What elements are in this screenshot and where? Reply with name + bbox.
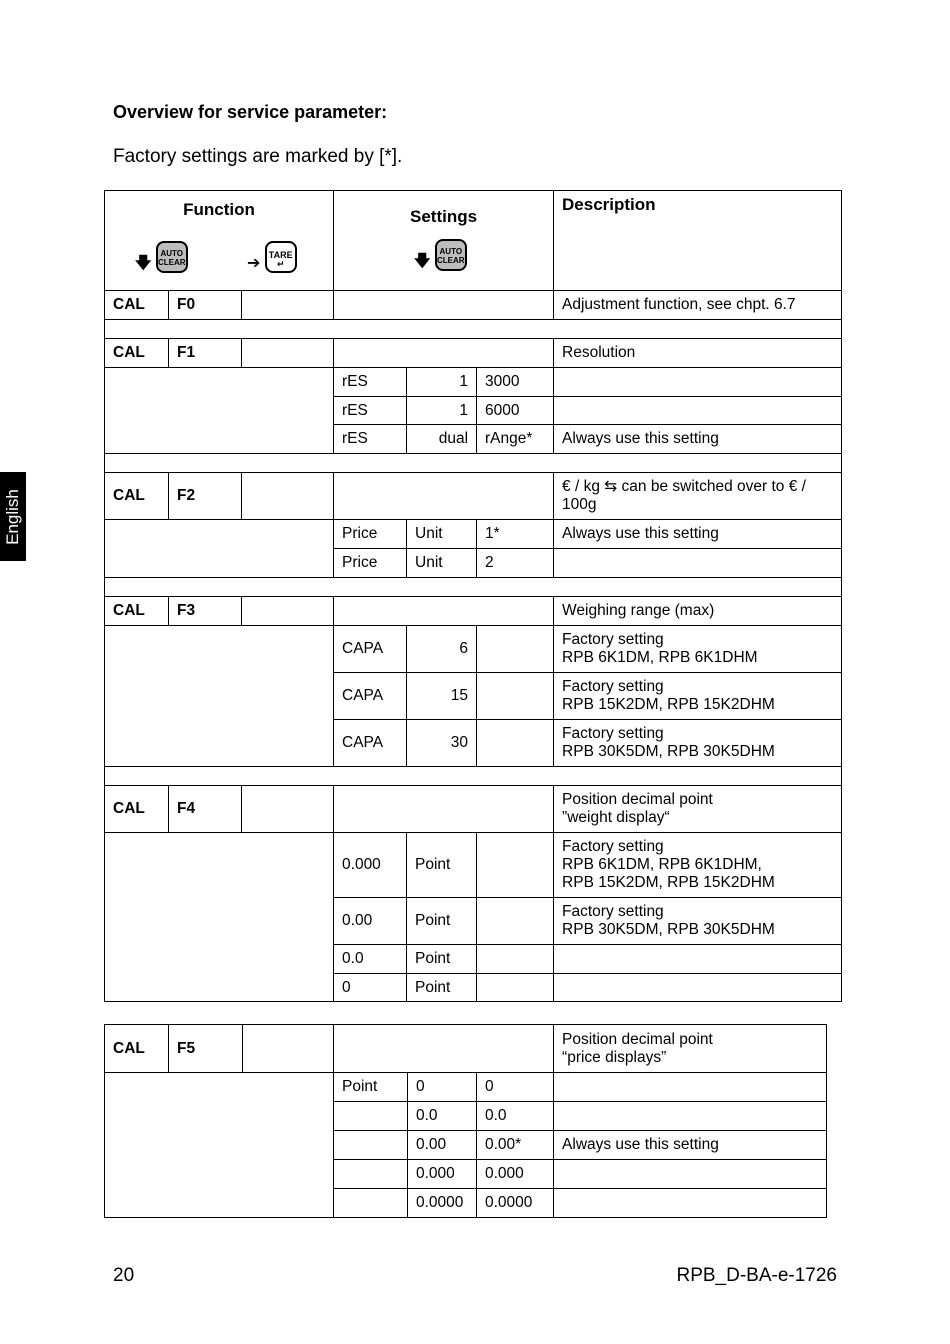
function-header: Function <box>183 200 255 219</box>
function-header-cell <box>105 191 334 291</box>
function-code-cell: F5 <box>169 1025 243 1073</box>
table-row: Point 0 0 <box>105 1073 827 1102</box>
table-row: 0.00 0.00* Always use this setting <box>105 1131 827 1160</box>
description-cell: Resolution <box>554 339 842 368</box>
down-arrow-icon: 🡇 <box>414 253 431 270</box>
table-row: 0.0 0.0 <box>105 1102 827 1131</box>
settings-keys <box>414 239 467 271</box>
table-row: CAPA 15 Factory setting RPB 15K2DM, RPB 15K2DHM <box>105 673 842 720</box>
cal-cell: CAL <box>105 339 169 368</box>
table-row: CAPA 6 Factory setting RPB 6K1DM, RPB 6K1DHM <box>105 626 842 673</box>
table-row: rES 1 3000 <box>105 368 842 397</box>
table-row: Price Unit 2 <box>105 549 842 578</box>
function-keys-left <box>135 241 188 273</box>
factory-settings-note: Factory settings are marked by [*]. <box>113 146 403 167</box>
function-code-cell: F2 <box>169 473 242 520</box>
language-tab-label: English <box>3 488 22 545</box>
right-arrow-icon: ➔ <box>247 255 261 272</box>
description-header: Description <box>554 191 842 291</box>
table-row: 0.0000 0.0000 <box>105 1189 827 1218</box>
table-row <box>105 291 842 320</box>
document-code: RPB_D-BA-e-1726 <box>676 1265 837 1286</box>
tare-key-icon: TARE ↵ <box>265 241 297 273</box>
price-decimal-table <box>104 1024 827 1218</box>
table-row <box>105 597 842 626</box>
table-row: rES 1 6000 <box>105 397 842 425</box>
spacer-row <box>105 578 842 597</box>
description-cell: € / kg ⇆ can be switched over to € / 100g <box>554 473 842 520</box>
auto-clear-key-icon: AUTO CLEAR <box>435 239 467 271</box>
description-cell: Position decimal point ”weight display“ <box>554 786 842 833</box>
table-row: CAPA 30 Factory setting RPB 30K5DM, RPB 30K5DHM <box>105 720 842 767</box>
table-row: Price Unit 1* Always use this setting <box>105 520 842 549</box>
cal-cell: CAL <box>105 786 169 833</box>
language-tab <box>0 472 26 561</box>
table-row: 0.0 Point <box>105 945 842 974</box>
service-parameter-table <box>104 190 842 1002</box>
settings-header: Settings <box>409 207 478 226</box>
page-heading: Overview for service parameter: <box>113 102 388 122</box>
table-row: 0.000 0.000 <box>105 1160 827 1189</box>
description-cell: Position decimal point “price displays” <box>554 1025 827 1073</box>
table-row <box>105 786 842 833</box>
table-row: rES dual rAnge* Always use this setting <box>105 425 842 454</box>
table-header-row <box>105 191 842 291</box>
function-code-cell: F4 <box>169 786 242 833</box>
table-row: 0 Point <box>105 974 842 1002</box>
table-row <box>105 339 842 368</box>
cal-cell: CAL <box>105 597 169 626</box>
table-row: 0.00 Point Factory setting RPB 30K5DM, RPB 30K5DHM <box>105 898 842 945</box>
cal-cell: CAL <box>105 1025 169 1073</box>
table-row <box>105 473 842 520</box>
description-cell: Adjustment function, see chpt. 6.7 <box>554 291 842 320</box>
settings-header-cell <box>334 191 554 291</box>
page-number: 20 <box>113 1265 135 1286</box>
down-arrow-icon: 🡇 <box>135 255 152 272</box>
table-row <box>105 1025 827 1073</box>
function-keys-right <box>247 241 297 273</box>
cal-cell: CAL <box>105 473 169 520</box>
function-code-cell: F1 <box>169 339 242 368</box>
function-code-cell: F3 <box>169 597 242 626</box>
function-code-cell: F0 <box>169 291 242 320</box>
auto-clear-key-icon: AUTO CLEAR <box>156 241 188 273</box>
spacer-row <box>105 767 842 786</box>
spacer-row <box>105 454 842 473</box>
cal-cell: CAL <box>105 291 169 320</box>
description-cell: Weighing range (max) <box>554 597 842 626</box>
table-row: 0.000 Point Factory setting RPB 6K1DM, RPB 6K1DHM, RPB 15K2DM, RPB 15K2DHM <box>105 833 842 898</box>
spacer-row <box>105 320 842 339</box>
